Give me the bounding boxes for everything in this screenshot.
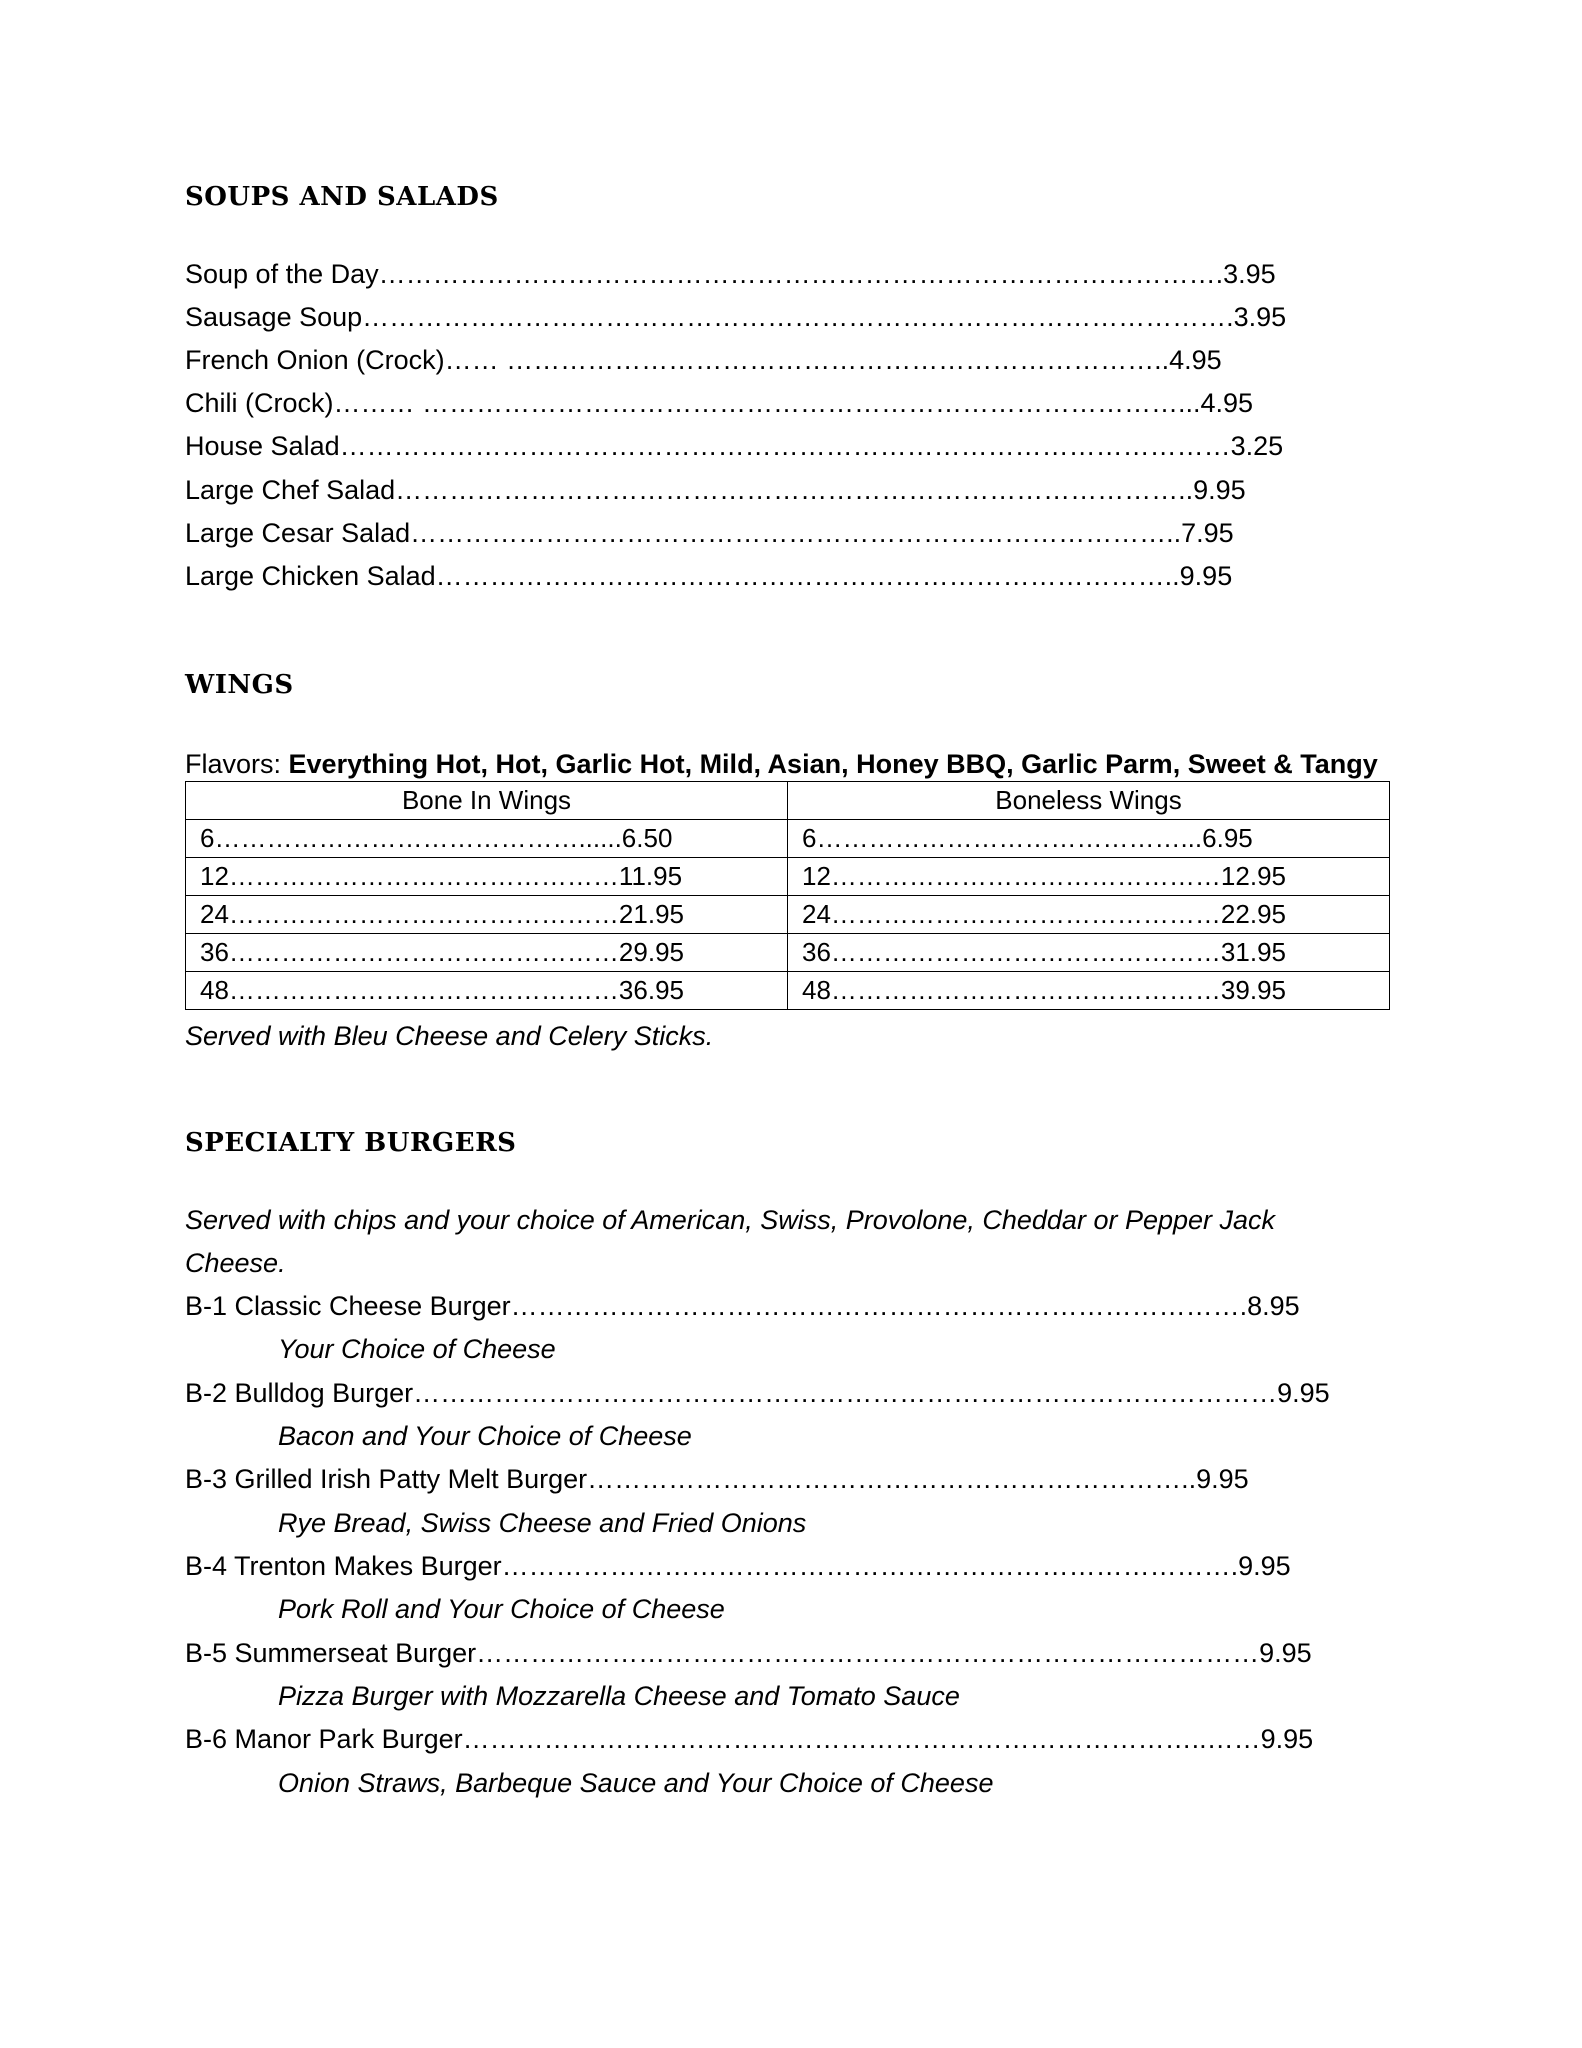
menu-item: Chili (Crock)……… …………………………………………………………………………...4.95: [185, 388, 1254, 418]
burger-description: Bacon and Your Choice of Cheese: [278, 1421, 692, 1451]
flavors-label: Flavors:: [185, 749, 289, 779]
menu-item: Large Chef Salad……………………………………………………………………………..9.95: [185, 475, 1246, 505]
table-header-row: [186, 782, 1390, 820]
table-cell: 6……………………………………......6.50: [186, 820, 788, 858]
column-header-bone-in: Bone In Wings: [186, 782, 788, 820]
menu-item: Sausage Soup…………………………………………………………………………………….3.95: [185, 302, 1287, 332]
flavors-list: Everything Hot, Hot, Garlic Hot, Mild, Asian, Honey BBQ, Garlic Parm, Sweet & Tangy: [288, 749, 1378, 779]
menu-item: Soup of the Day………………………………………………………………………………….3.95: [185, 259, 1276, 289]
table-cell: 24………………………………………21.95: [186, 896, 788, 934]
burger-description: Pork Roll and Your Choice of Cheese: [278, 1594, 725, 1624]
table-cell: 24………………………………………22.95: [788, 896, 1390, 934]
menu-item: Large Cesar Salad…………………………………………………………………………..7.95: [185, 518, 1234, 548]
column-header-boneless: Boneless Wings: [788, 782, 1390, 820]
burger-item: B-6 Manor Park Burger………………………………………………………………………..……9.95: [185, 1724, 1314, 1754]
burger-description: Pizza Burger with Mozzarella Cheese and Tomato Sauce: [278, 1681, 960, 1711]
wings-flavors: [185, 742, 1378, 786]
burger-item: B-1 Classic Cheese Burger……………………………………………………………………….8.95: [185, 1291, 1300, 1321]
wings-note: Served with Bleu Cheese and Celery Sticks.: [185, 1021, 714, 1051]
table-cell: 6……………………………………...6.95: [788, 820, 1390, 858]
burger-item: B-4 Trenton Makes Burger……………………………………………………………………….9.95: [185, 1551, 1291, 1581]
table-row: [186, 858, 1390, 896]
menu-item: Large Chicken Salad………………………………………………………………………..9.95: [185, 561, 1233, 591]
burgers-intro-continued: Cheese.: [185, 1248, 286, 1278]
burgers-heading: SPECIALTY BURGERS: [185, 1128, 517, 1158]
burger-item: B-2 Bulldog Burger……………………………………………………………………………………9.95: [185, 1378, 1330, 1408]
wings-table: [185, 781, 1390, 1010]
wings-heading: WINGS: [185, 670, 294, 700]
table-cell: 36………………………………………31.95: [788, 934, 1390, 972]
table-row: [186, 934, 1390, 972]
table-row: [186, 972, 1390, 1010]
table-row: [186, 896, 1390, 934]
menu-item: French Onion (Crock)…… ………………………………………………………………..4.95: [185, 345, 1222, 375]
table-cell: 48………………………………………39.95: [788, 972, 1390, 1010]
table-cell: 48………………………………………36.95: [186, 972, 788, 1010]
burger-item: B-5 Summerseat Burger……………………………………………………………………………9.95: [185, 1638, 1312, 1668]
burger-description: Rye Bread, Swiss Cheese and Fried Onions: [278, 1508, 807, 1538]
table-cell: 12………………………………………11.95: [186, 858, 788, 896]
burgers-intro: Served with chips and your choice of American, Swiss, Provolone, Cheddar or Pepper Jack: [185, 1205, 1276, 1235]
burger-description: Onion Straws, Barbeque Sauce and Your Choice of Cheese: [278, 1768, 994, 1798]
soups-salads-heading: SOUPS AND SALADS: [185, 182, 499, 212]
burger-description: Your Choice of Cheese: [278, 1334, 556, 1364]
table-cell: 12………………………………………12.95: [788, 858, 1390, 896]
table-cell: 36………………………………………29.95: [186, 934, 788, 972]
burger-item: B-3 Grilled Irish Patty Melt Burger…………………………………………………………..9.95: [185, 1464, 1249, 1494]
table-row: [186, 820, 1390, 858]
menu-item: House Salad………………………………………………………………………………………3.25: [185, 431, 1284, 461]
